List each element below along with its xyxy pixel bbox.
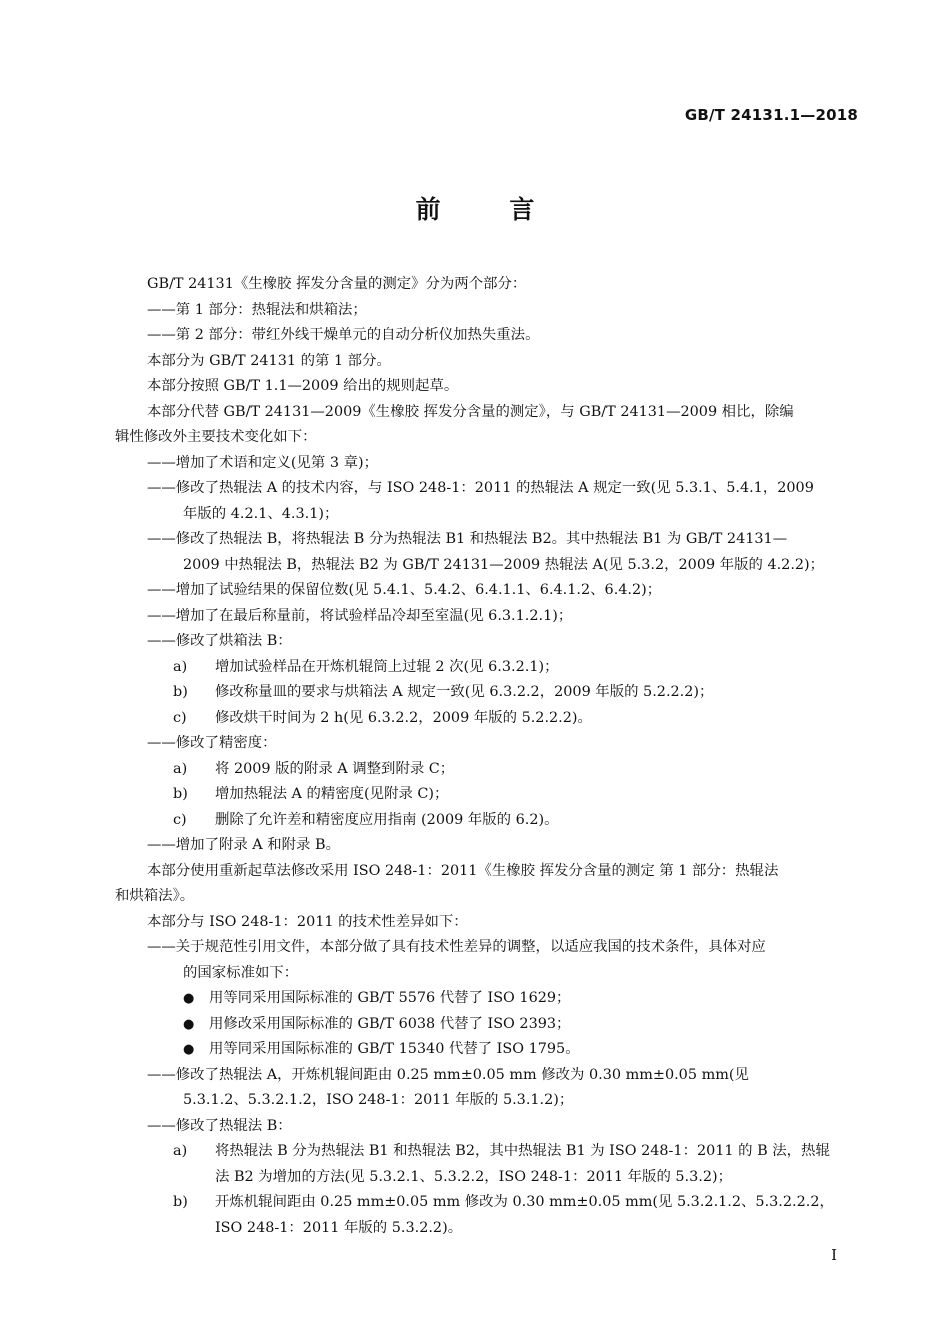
- text-line-indent: [115, 553, 860, 579]
- foreword-content: [115, 272, 860, 1241]
- text-line-bullet: [115, 986, 860, 1012]
- text-line-dash: [115, 323, 860, 349]
- line-text: ——修改了热辊法 B，将热辊法 B 分为热辊法 B1 和热辊法 B2。其中热辊法 B1 为 GB/T 24131—: [147, 531, 788, 547]
- text-line-dash: [115, 476, 860, 502]
- list-item-label: a): [173, 658, 188, 675]
- list-item-label: c): [173, 811, 187, 828]
- text-line-para: [115, 400, 860, 426]
- line-text: 辑性修改外主要技术变化如下：: [115, 429, 317, 445]
- line-text: ——增加了术语和定义(见第 3 章)；: [147, 454, 379, 471]
- line-text: 5.3.1.2、5.3.2.1.2，ISO 248-1：2011 年版的 5.3.1.2)；: [183, 1092, 574, 1108]
- text-line-dash: [115, 1063, 860, 1089]
- text-line-dash: [115, 629, 860, 655]
- text-line-bullet: [115, 1037, 860, 1063]
- text-line-dash: [115, 935, 860, 961]
- line-text: 本部分使用重新起草法修改采用 ISO 248-1：2011《生橡胶 挥发分含量的测定 第 1 部分：热辊法: [147, 862, 779, 879]
- line-text: ——修改了精密度：: [147, 735, 277, 751]
- line-text: 年版的 4.2.1、4.3.1)；: [183, 505, 339, 522]
- line-text: ——关于规范性引用文件，本部分做了具有技术性差异的调整，以适应我国的技术条件，具体对应: [147, 939, 766, 955]
- text-line-dash: [115, 833, 860, 859]
- line-text: ——修改了烘箱法 B：: [147, 633, 292, 649]
- line-text: ——第 1 部分：热辊法和烘箱法；: [147, 301, 367, 318]
- text-line-sub: [115, 808, 860, 834]
- line-text: 本部分代替 GB/T 24131—2009《生橡胶 挥发分含量的测定》，与 GB/T 24131—2009 相比，除编: [147, 403, 794, 420]
- line-text: ISO 248-1：2011 年版的 5.3.2.2)。: [215, 1219, 463, 1236]
- page-title: 前 言: [415, 195, 565, 224]
- text-line-dash: [115, 527, 860, 553]
- line-text: 本部分为 GB/T 24131 的第 1 部分。: [147, 352, 391, 369]
- text-line-dash: [115, 604, 860, 630]
- text-line-para: [115, 374, 860, 400]
- line-text: 本部分与 ISO 248-1：2011 的技术性差异如下：: [147, 913, 468, 930]
- line-text: 的国家标准如下：: [183, 964, 299, 981]
- list-item-label: b): [173, 1194, 188, 1210]
- line-text: 修改烘干时间为 2 h(见 6.3.2.2，2009 年版的 5.2.2.2)。: [215, 709, 592, 726]
- text-line-sub: [115, 706, 860, 732]
- list-item-label: b): [173, 786, 188, 802]
- line-text: ——增加了在最后称量前，将试验样品冷却至室温(见 6.3.1.2.1)；: [147, 607, 573, 624]
- line-text: 和烘箱法》。: [115, 888, 195, 904]
- bullet-icon: ●: [183, 1016, 195, 1032]
- list-item-label: a): [173, 1143, 188, 1159]
- text-line-dash: [115, 1114, 860, 1140]
- bullet-icon: ●: [183, 991, 195, 1006]
- line-text: 增加热辊法 A 的精密度(见附录 C)；: [215, 786, 449, 802]
- line-text: 法 B2 为增加的方法(见 5.3.2.1、5.3.2.2，ISO 248-1：2011 年版的 5.3.2)；: [215, 1168, 733, 1185]
- text-line-dash: [115, 578, 860, 604]
- line-text: 用修改采用国际标准的 GB/T 6038 代替了 ISO 2393；: [209, 1015, 571, 1032]
- text-line-dash: [115, 731, 860, 757]
- line-text: ——增加了试验结果的保留位数(见 5.4.1、5.4.2、6.4.1.1、6.4.1.2、6.4.2)；: [147, 582, 662, 598]
- text-line-indent: [115, 1088, 860, 1114]
- text-line-dash: [115, 451, 860, 477]
- line-text: 用等同采用国际标准的 GB/T 5576 代替了 ISO 1629；: [209, 990, 571, 1006]
- text-line-sub: [115, 1190, 860, 1216]
- text-line-indent: [115, 502, 860, 528]
- line-text: GB/T 24131《生橡胶 挥发分含量的测定》分为两个部分：: [147, 276, 527, 292]
- text-line-sub: [115, 680, 860, 706]
- text-line-sub: [115, 655, 860, 681]
- text-line-cont: [115, 884, 860, 910]
- line-text: ——增加了附录 A 和附录 B。: [147, 837, 340, 853]
- standard-code: GB/T 24131.1—2018: [684, 106, 858, 124]
- line-text: 增加试验样品在开炼机辊筒上过辊 2 次(见 6.3.2.1)；: [215, 658, 559, 675]
- line-text: 开炼机辊间距由 0.25 mm±0.05 mm 修改为 0.30 mm±0.05 mm(见 5.3.2.1.2、5.3.2.2.2，: [215, 1194, 834, 1210]
- text-line-indent: [115, 961, 860, 987]
- text-line-para: [115, 349, 860, 375]
- text-line-sub: [115, 757, 860, 783]
- line-text: ——修改了热辊法 B：: [147, 1117, 292, 1134]
- text-line-para: [115, 272, 860, 298]
- text-line-sub: [115, 1139, 860, 1165]
- text-line-subc: [115, 1216, 860, 1242]
- text-line-dash: [115, 298, 860, 324]
- list-item-label: c): [173, 709, 187, 726]
- line-text: ——第 2 部分：带红外线干燥单元的自动分析仪加热失重法。: [147, 327, 540, 343]
- text-line-para: [115, 910, 860, 936]
- bullet-icon: ●: [183, 1042, 195, 1057]
- line-text: 2009 中热辊法 B，热辊法 B2 为 GB/T 24131—2009 热辊法 A(见 5.3.2，2009 年版的 4.2.2)；: [183, 556, 825, 573]
- text-line-cont: [115, 425, 860, 451]
- text-line-sub: [115, 782, 860, 808]
- text-line-bullet: [115, 1012, 860, 1038]
- text-line-para: [115, 859, 860, 885]
- line-text: 将热辊法 B 分为热辊法 B1 和热辊法 B2，其中热辊法 B1 为 ISO 248-1：2011 的 B 法，热辊: [215, 1143, 830, 1159]
- line-text: 用等同采用国际标准的 GB/T 15340 代替了 ISO 1795。: [209, 1041, 580, 1057]
- line-text: ——修改了热辊法 A 的技术内容，与 ISO 248-1：2011 的热辊法 A 规定一致(见 5.3.1、5.4.1，2009: [147, 480, 814, 496]
- text-line-subc: [115, 1165, 860, 1191]
- line-text: 删除了允许差和精密度应用指南 (2009 年版的 6.2)。: [215, 811, 559, 828]
- page-number: I: [831, 1246, 837, 1264]
- line-text: 本部分按照 GB/T 1.1—2009 给出的规则起草。: [147, 378, 459, 394]
- line-text: ——修改了热辊法 A，开炼机辊间距由 0.25 mm±0.05 mm 修改为 0.30 mm±0.05 mm(见: [147, 1066, 749, 1083]
- list-item-label: a): [173, 760, 188, 777]
- line-text: 将 2009 版的附录 A 调整到附录 C；: [215, 760, 455, 777]
- line-text: 修改称量皿的要求与烘箱法 A 规定一致(见 6.3.2.2，2009 年版的 5.2.2.2)；: [215, 684, 714, 700]
- list-item-label: b): [173, 684, 188, 700]
